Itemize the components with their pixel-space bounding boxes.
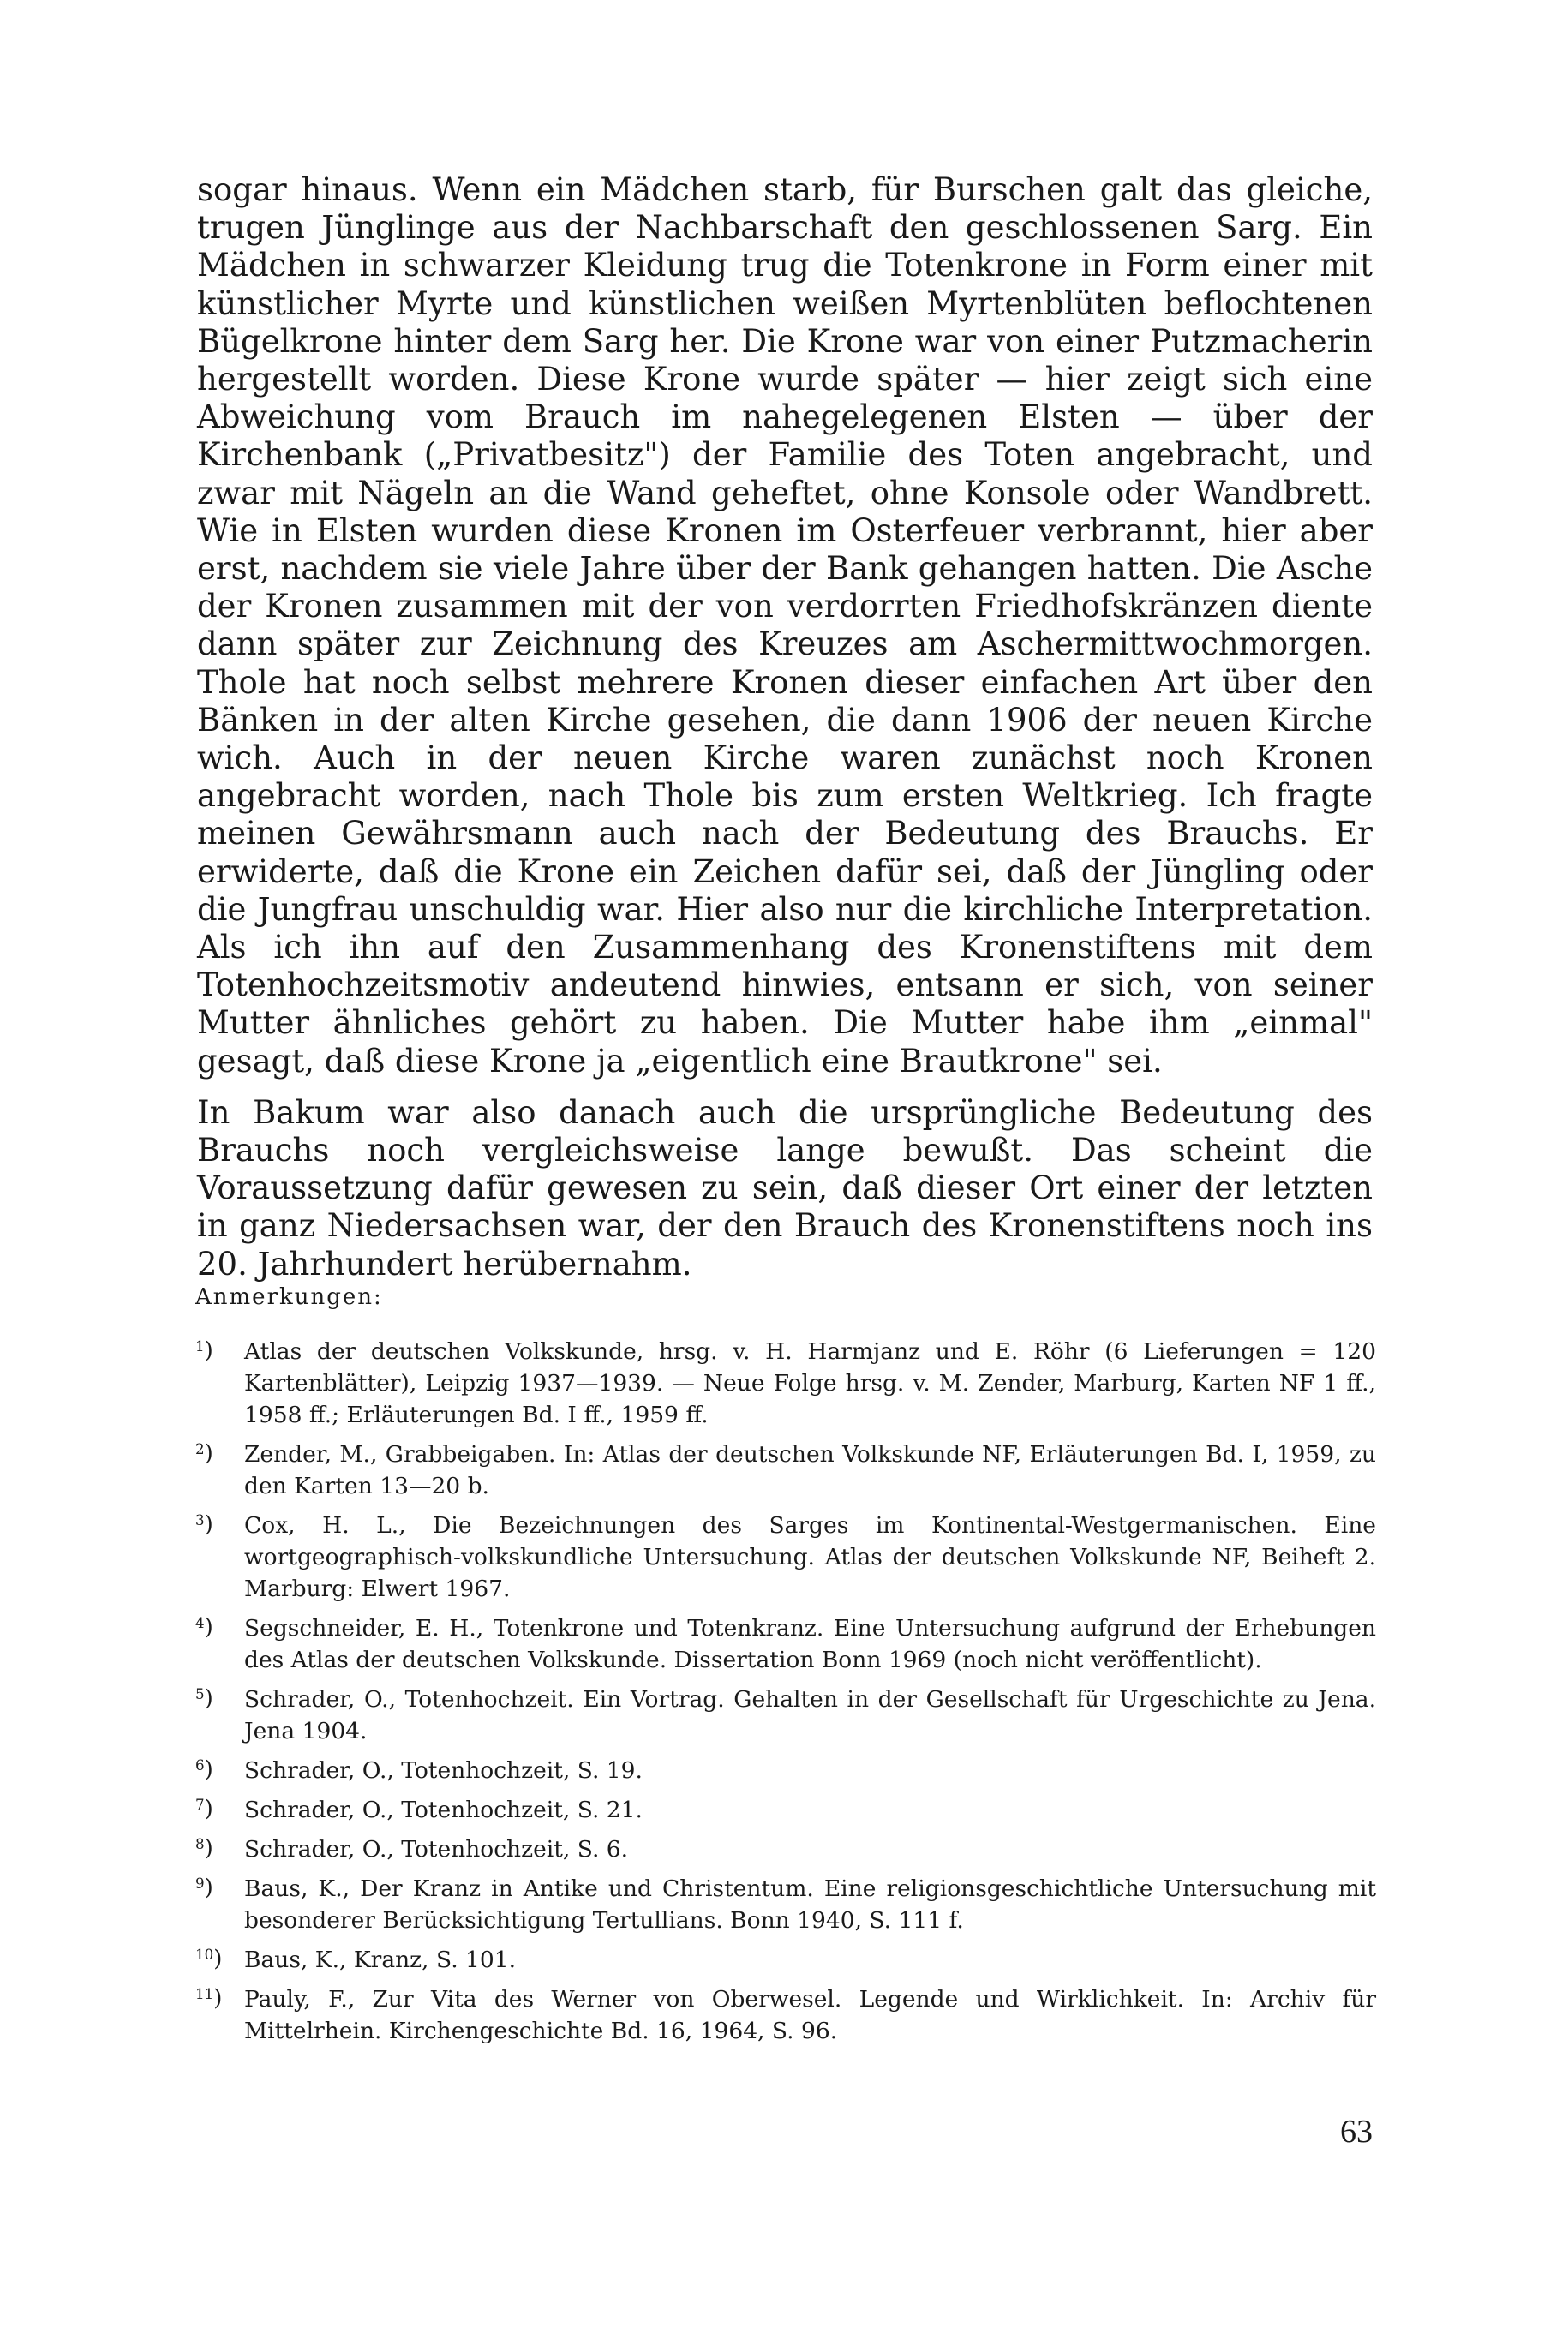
footnotes-section (195, 1282, 1376, 2055)
footnote-marker: 4 (195, 1615, 205, 1631)
page-number: 63 (1340, 2114, 1373, 2150)
footnote-text: Segschneider, E. H., Totenkrone und Totenkranz. Eine Untersuchung aufgrund der Erhebungen des Atlas der deutschen Volkskunde. Dissertation Bonn 1969 (noch nicht veröffentlicht). (244, 1615, 1376, 1673)
footnote-text: Baus, K., Kranz, S. 101. (244, 1947, 517, 1973)
footnote-9 (195, 1873, 1376, 1936)
footnote-5 (195, 1684, 1376, 1747)
footnote-8 (195, 1833, 1376, 1865)
footnote-marker: 2 (195, 1441, 205, 1457)
footnote-number: $^{11}$) (195, 1985, 223, 2012)
footnote-number: $^5$) (195, 1685, 213, 1712)
footnote-4 (195, 1612, 1376, 1676)
footnote-6 (195, 1755, 1376, 1786)
footnote-text: Pauly, F., Zur Vita des Werner von Oberwesel. Legende und Wirklichkeit. In: Archiv für Mittelrhein. Kirchengeschichte Bd. 16, 1964, S. 96. (244, 1986, 1376, 2044)
footnote-3 (195, 1510, 1376, 1605)
footnote-number: $^9$) (195, 1875, 213, 1901)
footnote-marker: 11 (195, 1986, 214, 2002)
footnote-text: Schrader, O., Totenhochzeit, S. 21. (244, 1797, 643, 1823)
footnote-number: $^{10}$) (195, 1946, 223, 1972)
footnote-marker: 8 (195, 1836, 205, 1852)
footnote-2 (195, 1439, 1376, 1502)
footnote-text: Zender, M., Grabbeigaben. In: Atlas der deutschen Volkskunde NF, Erläuterungen Bd. I, 1959, zu den Karten 13—20 b. (244, 1441, 1376, 1499)
footnote-number: $^8$) (195, 1835, 213, 1862)
footnote-number: $^7$) (195, 1796, 213, 1822)
footnote-text: Schrader, O., Totenhochzeit, S. 6. (244, 1836, 629, 1863)
footnote-marker: 9 (195, 1875, 205, 1892)
body-paragraph-1: sogar hinaus. Wenn ein Mädchen starb, für Burschen galt das gleiche, trugen Jünglinge aus der Nachbarschaft den geschlossenen Sarg. Ein Mädchen in schwarzer Kleidung trug die Totenkrone in Form einer mit künstlicher Myrte und künstlichen weißen Myrtenblüten beflochtenen Bügelkrone hinter dem Sarg her. Die Krone war von einer Putzmacherin hergestellt worden. Diese Krone wurde später — hier zeigt sich eine Abweichung vom Brauch im nahegelegenen Elsten — über der Kirchenbank („Privatbesitz") der Familie des Toten angebracht, und zwar mit Nägeln an die Wand geheftet, ohne Konsole oder Wandbrett. Wie in Elsten wurden diese Kronen im Osterfeuer verbrannt, hier aber erst, nachdem sie viele Jahre über der Bank gehangen hatten. Die Asche der Kronen zusammen mit der von verdorrten Friedhofskränzen diente dann später zur Zeichnung des Kreuzes am Aschermittwochmorgen. Thole hat noch selbst mehrere Kronen dieser einfachen Art über den Bänken in der alten Kirche gesehen, die dann 1906 der neuen Kirche wich. Auch in der neuen Kirche waren zunächst noch Kronen angebracht worden, nach Thole bis zum ersten Weltkrieg. Ich fragte meinen Gewährsmann auch nach der Bedeutung des Brauchs. Er erwiderte, daß die Krone ein Zeichen dafür sei, daß der Jüngling oder die Jungfrau unschuldig war. Hier also nur die kirchliche Interpretation. Als ich ihn auf den Zusammenhang des Kronenstiftens mit dem Totenhochzeitsmotiv andeutend hinwies, entsann er sich, von seiner Mutter ähnliches gehört zu haben. Die Mutter habe ihm „einmal" gesagt, daß diese Krone ja „eigentlich eine Brautkrone" sei. (197, 171, 1373, 1080)
footnote-1 (195, 1336, 1376, 1431)
footnote-marker: 3 (195, 1512, 205, 1528)
footnote-number: $^1$) (195, 1337, 213, 1364)
footnote-number: $^4$) (195, 1614, 213, 1641)
footnote-marker: 10 (195, 1947, 214, 1963)
footnote-marker: 7 (195, 1797, 205, 1813)
footnotes-title: Anmerkungen: (195, 1284, 383, 1310)
footnote-text: Atlas der deutschen Volkskunde, hrsg. v. H. Harmjanz und E. Röhr (6 Lieferungen = 120 Kartenblätter), Leipzig 1937—1939. — Neue Folge hrsg. v. M. Zender, Marburg, Karten NF 1 ff., 1958 ff.; Erläuterungen Bd. I ff., 1959 ff. (244, 1338, 1376, 1428)
footnote-number: $^3$) (195, 1511, 213, 1538)
footnote-7 (195, 1794, 1376, 1826)
footnote-text: Cox, H. L., Die Bezeichnungen des Sarges im Kontinental-Westgermanischen. Eine wortgeographisch-volkskundliche Untersuchung. Atlas der deutschen Volkskunde NF, Beiheft 2. Marburg: Elwert 1967. (244, 1512, 1376, 1602)
footnote-text: Schrader, O., Totenhochzeit. Ein Vortrag. Gehalten in der Gesellschaft für Urgeschichte zu Jena. Jena 1904. (244, 1686, 1376, 1744)
footnote-11 (195, 1983, 1376, 2047)
footnote-number: $^2$) (195, 1440, 213, 1467)
footnote-text: Schrader, O., Totenhochzeit, S. 19. (244, 1757, 643, 1784)
footnote-marker: 6 (195, 1757, 205, 1774)
footnote-marker: 5 (195, 1686, 205, 1702)
footnote-text: Baus, K., Der Kranz in Antike und Christentum. Eine religionsgeschichtliche Untersuchung mit besonderer Berücksichtigung Tertullians. Bonn 1940, S. 111 f. (244, 1875, 1376, 1934)
footnote-number: $^6$) (195, 1756, 213, 1783)
footnote-marker: 1 (195, 1338, 205, 1355)
footnote-10 (195, 1944, 1376, 1976)
body-paragraph-2: In Bakum war also danach auch die ursprüngliche Bedeutung des Brauchs noch vergleichsweise lange bewußt. Das scheint die Voraussetzung dafür gewesen zu sein, daß dieser Ort einer der letzten in ganz Niedersachsen war, der den Brauch des Kronenstiftens noch ins 20. Jahrhundert herübernahm. (197, 1093, 1373, 1283)
body-text (197, 171, 1373, 1283)
